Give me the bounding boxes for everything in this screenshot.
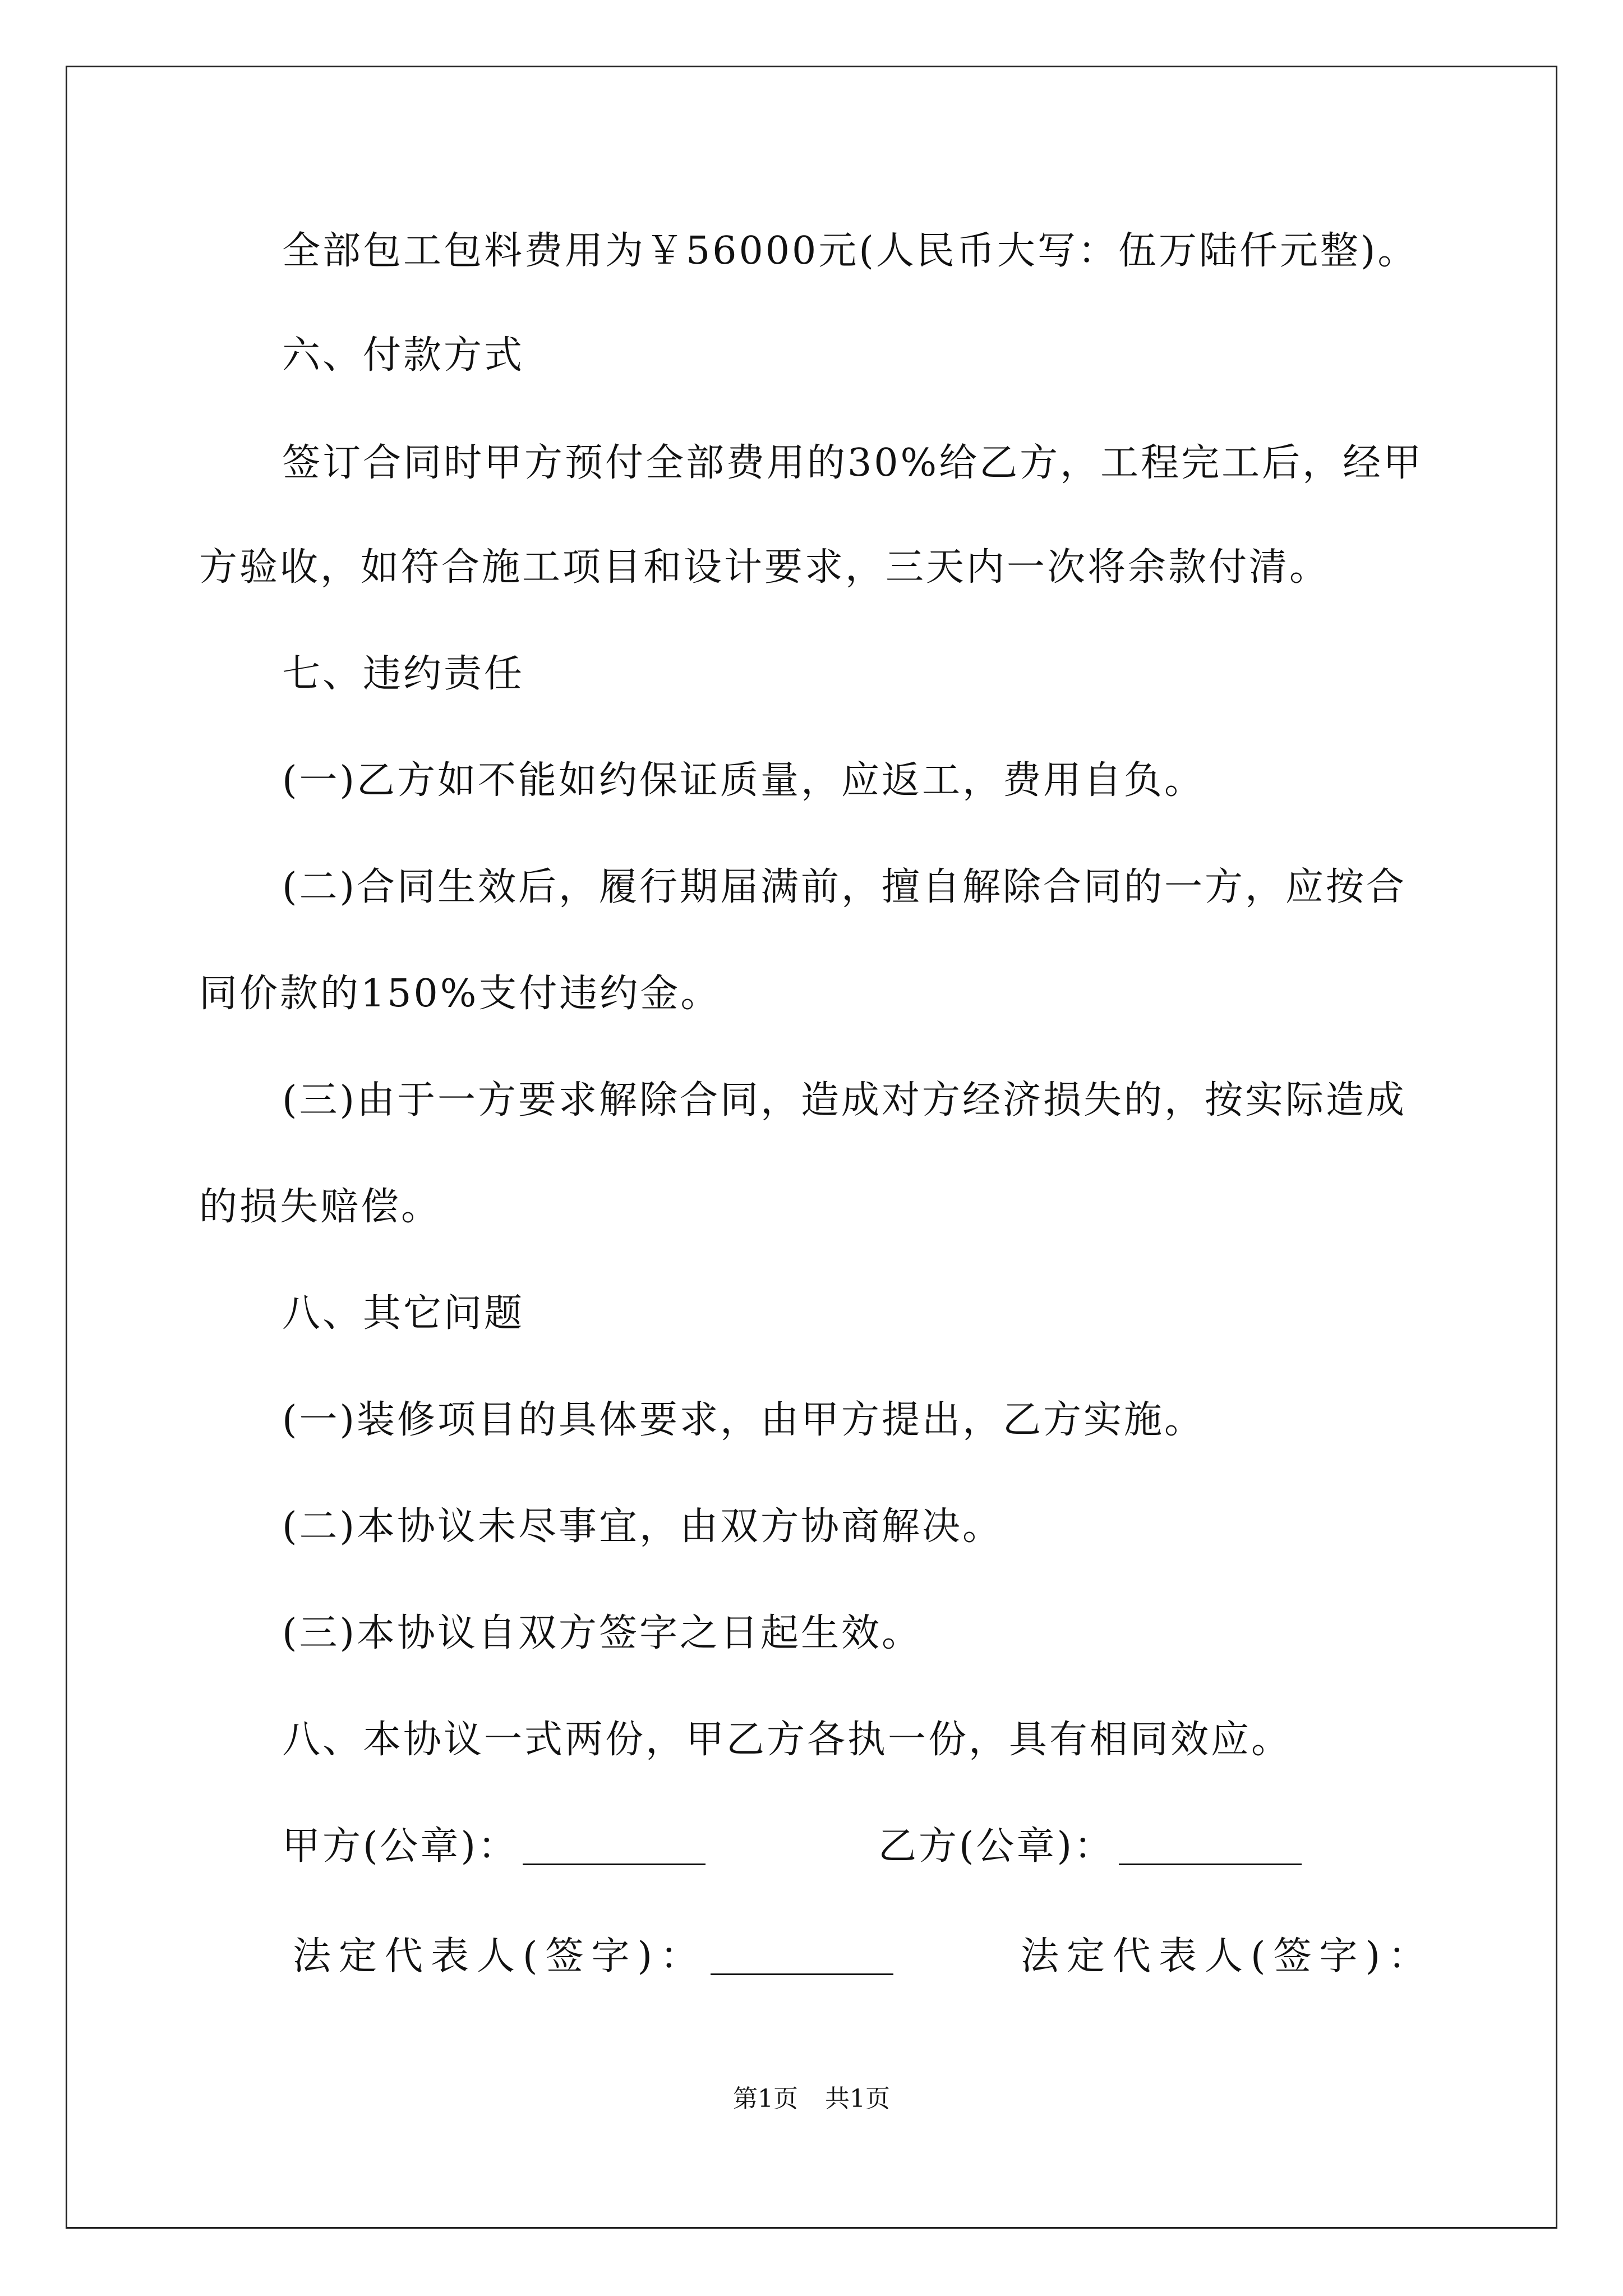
clause-line: 同价款的150%支付违约金。	[199, 972, 721, 1016]
party-a-seal-blank[interactable]	[523, 1828, 706, 1865]
clause-line: (三)由于一方要求解除合同，造成对方经济损失的，按实际造成	[282, 1078, 1407, 1122]
section-heading-payment: 六、付款方式	[282, 333, 525, 378]
party-a-rep-field	[293, 1934, 893, 1978]
clause-line: (二)合同生效后，履行期届满前，擅自解除合同的一方，应按合	[282, 865, 1407, 909]
party-b-rep-field	[1021, 1934, 1435, 1978]
page-current: 第1页	[733, 2085, 798, 2113]
clause-line: (一)装修项目的具体要求，由甲方提出，乙方实施。	[282, 1398, 1205, 1442]
paragraph-line: 方验收，如符合施工项目和设计要求，三天内一次将余款付清。	[199, 545, 1330, 590]
party-a-seal-label: 甲方(公章)：	[282, 1824, 519, 1869]
section-heading-breach: 七、违约责任	[282, 652, 525, 696]
paragraph-line: 签订合同时甲方预付全部费用的30%给乙方，工程完工后，经甲	[282, 441, 1424, 485]
party-a-rep-label: 法定代表人(签字)：	[293, 1934, 707, 1978]
price-line: 全部包工包料费用为￥56000元(人民币大写：伍万陆仟元整)。	[282, 229, 1418, 273]
party-a-seal-field	[282, 1824, 706, 1869]
clause-line: (一)乙方如不能如约保证质量，应返工，费用自负。	[282, 758, 1205, 803]
party-b-seal-field	[878, 1824, 1302, 1869]
clause-line: (三)本协议自双方签字之日起生效。	[282, 1611, 923, 1655]
section-heading-other: 八、其它问题	[282, 1291, 525, 1336]
party-b-seal-label: 乙方(公章)：	[878, 1824, 1115, 1869]
page-border	[66, 66, 1557, 2229]
party-b-rep-label: 法定代表人(签字)：	[1021, 1934, 1435, 1978]
clause-line: 的损失赔偿。	[199, 1185, 442, 1229]
party-b-seal-blank[interactable]	[1119, 1828, 1302, 1865]
page-footer	[0, 2087, 1623, 2111]
copies-line: 八、本协议一式两份，甲乙方各执一份，具有相同效应。	[282, 1718, 1292, 1762]
page-total: 共1页	[825, 2085, 890, 2113]
clause-line: (二)本协议未尽事宜，由双方协商解决。	[282, 1504, 1003, 1549]
party-a-rep-blank[interactable]	[711, 1938, 893, 1975]
